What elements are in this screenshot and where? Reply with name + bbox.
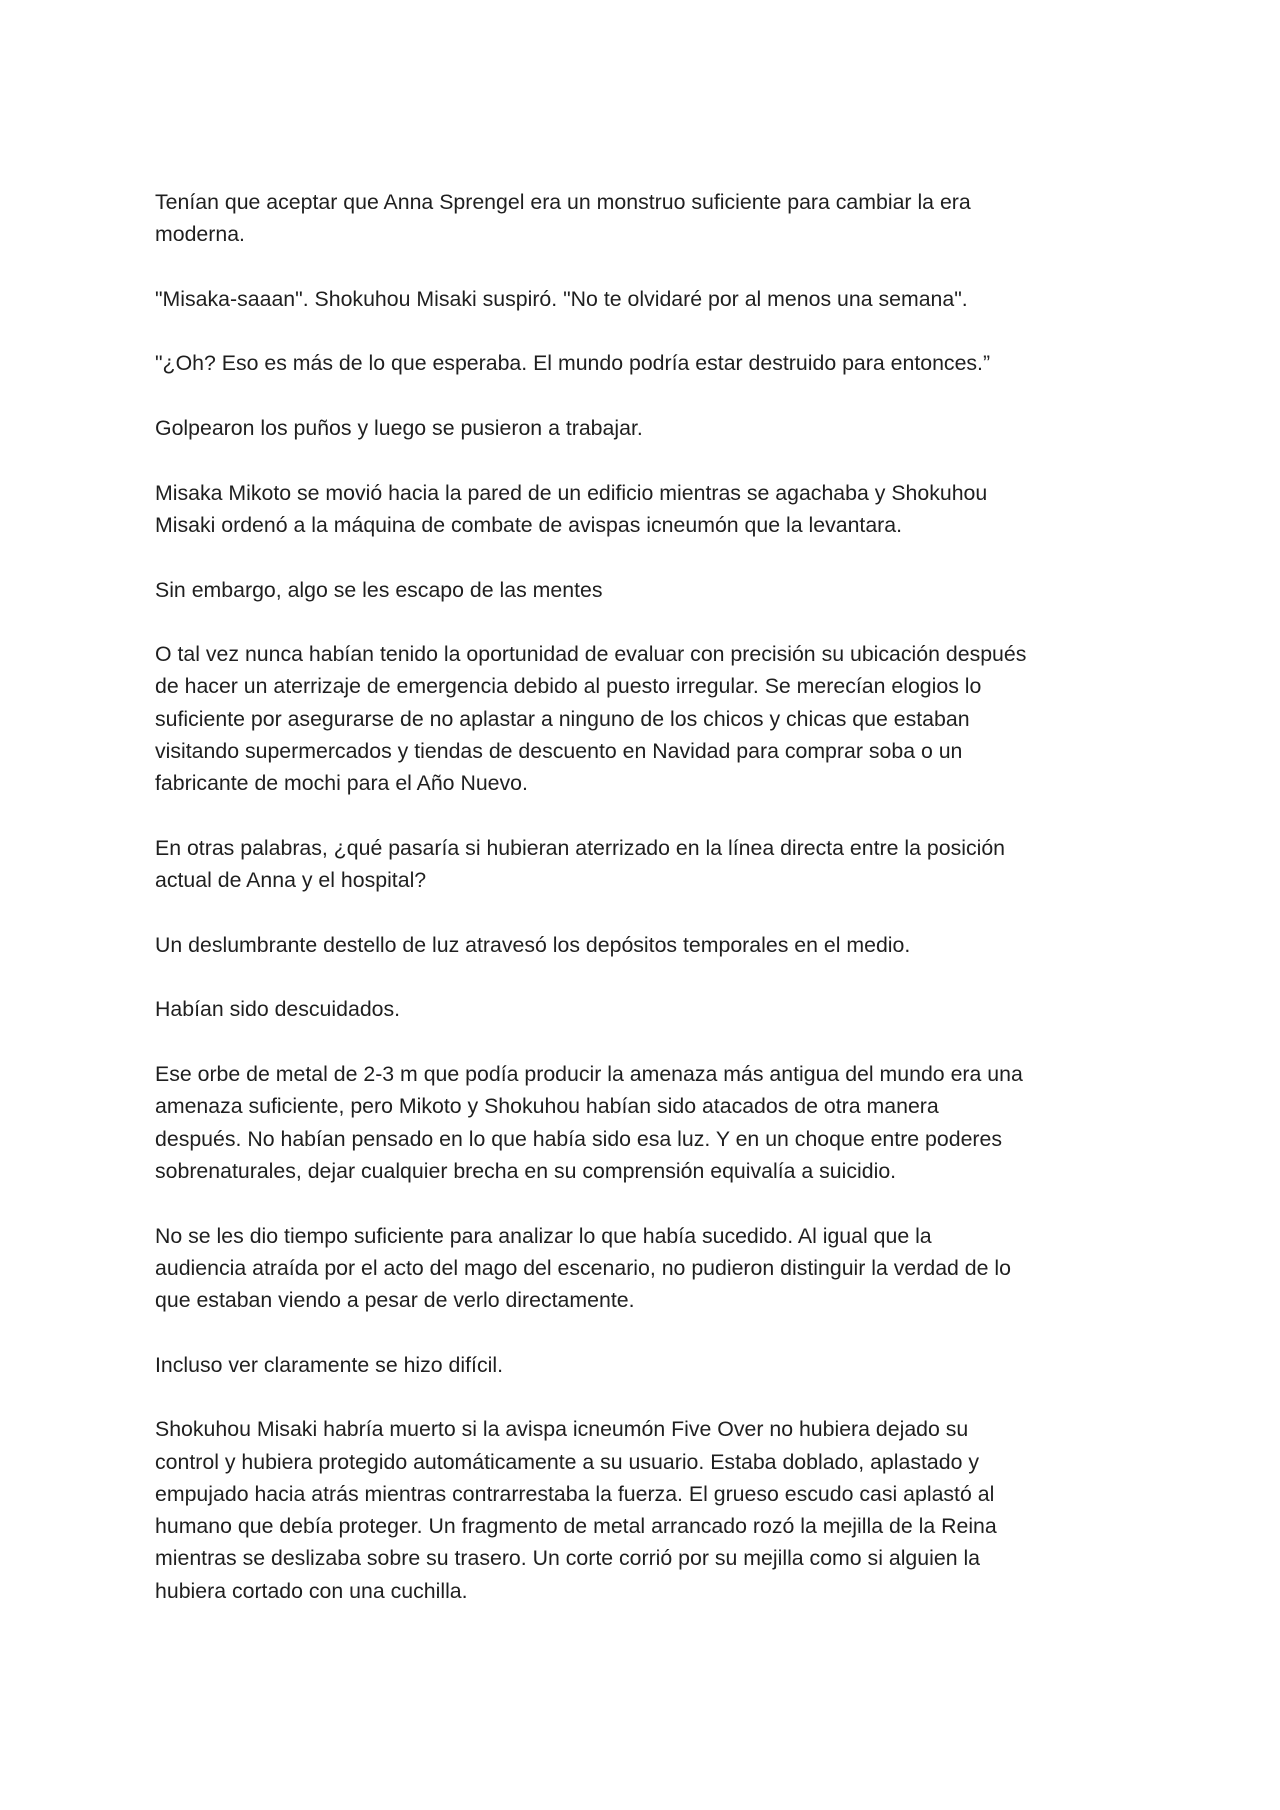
text-line: fabricante de mochi para el Año Nuevo. [155, 771, 528, 796]
text-line: O tal vez nunca habían tenido la oportunidad de evaluar con precisión su ubicación después [155, 642, 1027, 667]
paragraph [155, 929, 1155, 961]
text-line: de hacer un aterrizaje de emergencia debido al puesto irregular. Se merecían elogios lo [155, 674, 982, 699]
text-line: En otras palabras, ¿qué pasaría si hubieran aterrizado en la línea directa entre la posición [155, 835, 1006, 860]
paragraph [155, 832, 1155, 897]
paragraph [155, 1058, 1155, 1187]
paragraph [155, 412, 1155, 444]
text-line: humano que debía proteger. Un fragmento de metal arrancado rozó la mejilla de la Reina [155, 1514, 997, 1539]
text-line: Tenían que aceptar que Anna Sprengel era un monstruo suficiente para cambiar la era [155, 190, 971, 214]
document-page [155, 186, 1155, 1639]
text-line: "¿Oh? Eso es más de lo que esperaba. El mundo podría estar destruido para entonces.” [155, 351, 991, 376]
text-line: después. No habían pensado en lo que había sido esa luz. Y en un choque entre poderes [155, 1126, 1003, 1151]
paragraph [155, 1349, 1155, 1381]
text-line: audiencia atraída por el acto del mago del escenario, no pudieron distinguir la verdad de lo [155, 1255, 1011, 1280]
text-line: Habían sido descuidados. [155, 997, 401, 1022]
paragraph [155, 186, 1155, 251]
paragraph [155, 638, 1155, 799]
paragraph [155, 1220, 1155, 1317]
text-line: mientras se deslizaba sobre su trasero. Un corte corrió por su mejilla como si alguien la [155, 1546, 981, 1571]
paragraph [155, 347, 1155, 379]
text-line: "Misaka-saaan". Shokuhou Misaki suspiró. "No te olvidaré por al menos una semana". [155, 286, 968, 311]
text-line: actual de Anna y el hospital? [155, 868, 427, 893]
text-line: Incluso ver claramente se hizo difícil. [155, 1352, 503, 1377]
text-line: Sin embargo, algo se les escapo de las mentes [155, 577, 603, 602]
text-line: amenaza suficiente, pero Mikoto y Shokuhou habían sido atacados de otra manera [155, 1094, 939, 1119]
text-line: sobrenaturales, dejar cualquier brecha en su comprensión equivalía a suicidio. [155, 1158, 897, 1183]
text-line: Golpearon los puños y luego se pusieron a trabajar. [155, 416, 643, 441]
paragraph [155, 1413, 1155, 1607]
text-line: visitando supermercados y tiendas de descuento en Navidad para comprar soba o un [155, 739, 963, 764]
text-line: control y hubiera protegido automáticamente a su usuario. Estaba doblado, aplastado y [155, 1449, 980, 1474]
text-line: que estaban viendo a pesar de verlo directamente. [155, 1288, 635, 1313]
text-line: Shokuhou Misaki habría muerto si la avispa icneumón Five Over no hubiera dejado su [155, 1417, 969, 1442]
text-line: hubiera cortado con una cuchilla. [155, 1578, 468, 1603]
text-line: suficiente por asegurarse de no aplastar a ninguno de los chicos y chicas que estaban [155, 706, 970, 731]
text-line: Misaka Mikoto se movió hacia la pared de un edificio mientras se agachaba y Shokuhou [155, 480, 988, 505]
text-line: Un deslumbrante destello de luz atravesó los depósitos temporales en el medio. [155, 932, 911, 957]
paragraph [155, 283, 1155, 315]
paragraph [155, 993, 1155, 1025]
text-line: moderna. [155, 222, 245, 247]
text-line: Misaki ordenó a la máquina de combate de avispas icneumón que la levantara. [155, 512, 903, 537]
text-line: No se les dio tiempo suficiente para analizar lo que había sucedido. Al igual que la [155, 1223, 932, 1248]
paragraph [155, 477, 1155, 542]
text-line: empujado hacia atrás mientras contrarrestaba la fuerza. El grueso escudo casi aplastó al [155, 1481, 995, 1506]
paragraph [155, 574, 1155, 606]
text-line: Ese orbe de metal de 2-3 m que podía producir la amenaza más antigua del mundo era una [155, 1062, 1023, 1087]
